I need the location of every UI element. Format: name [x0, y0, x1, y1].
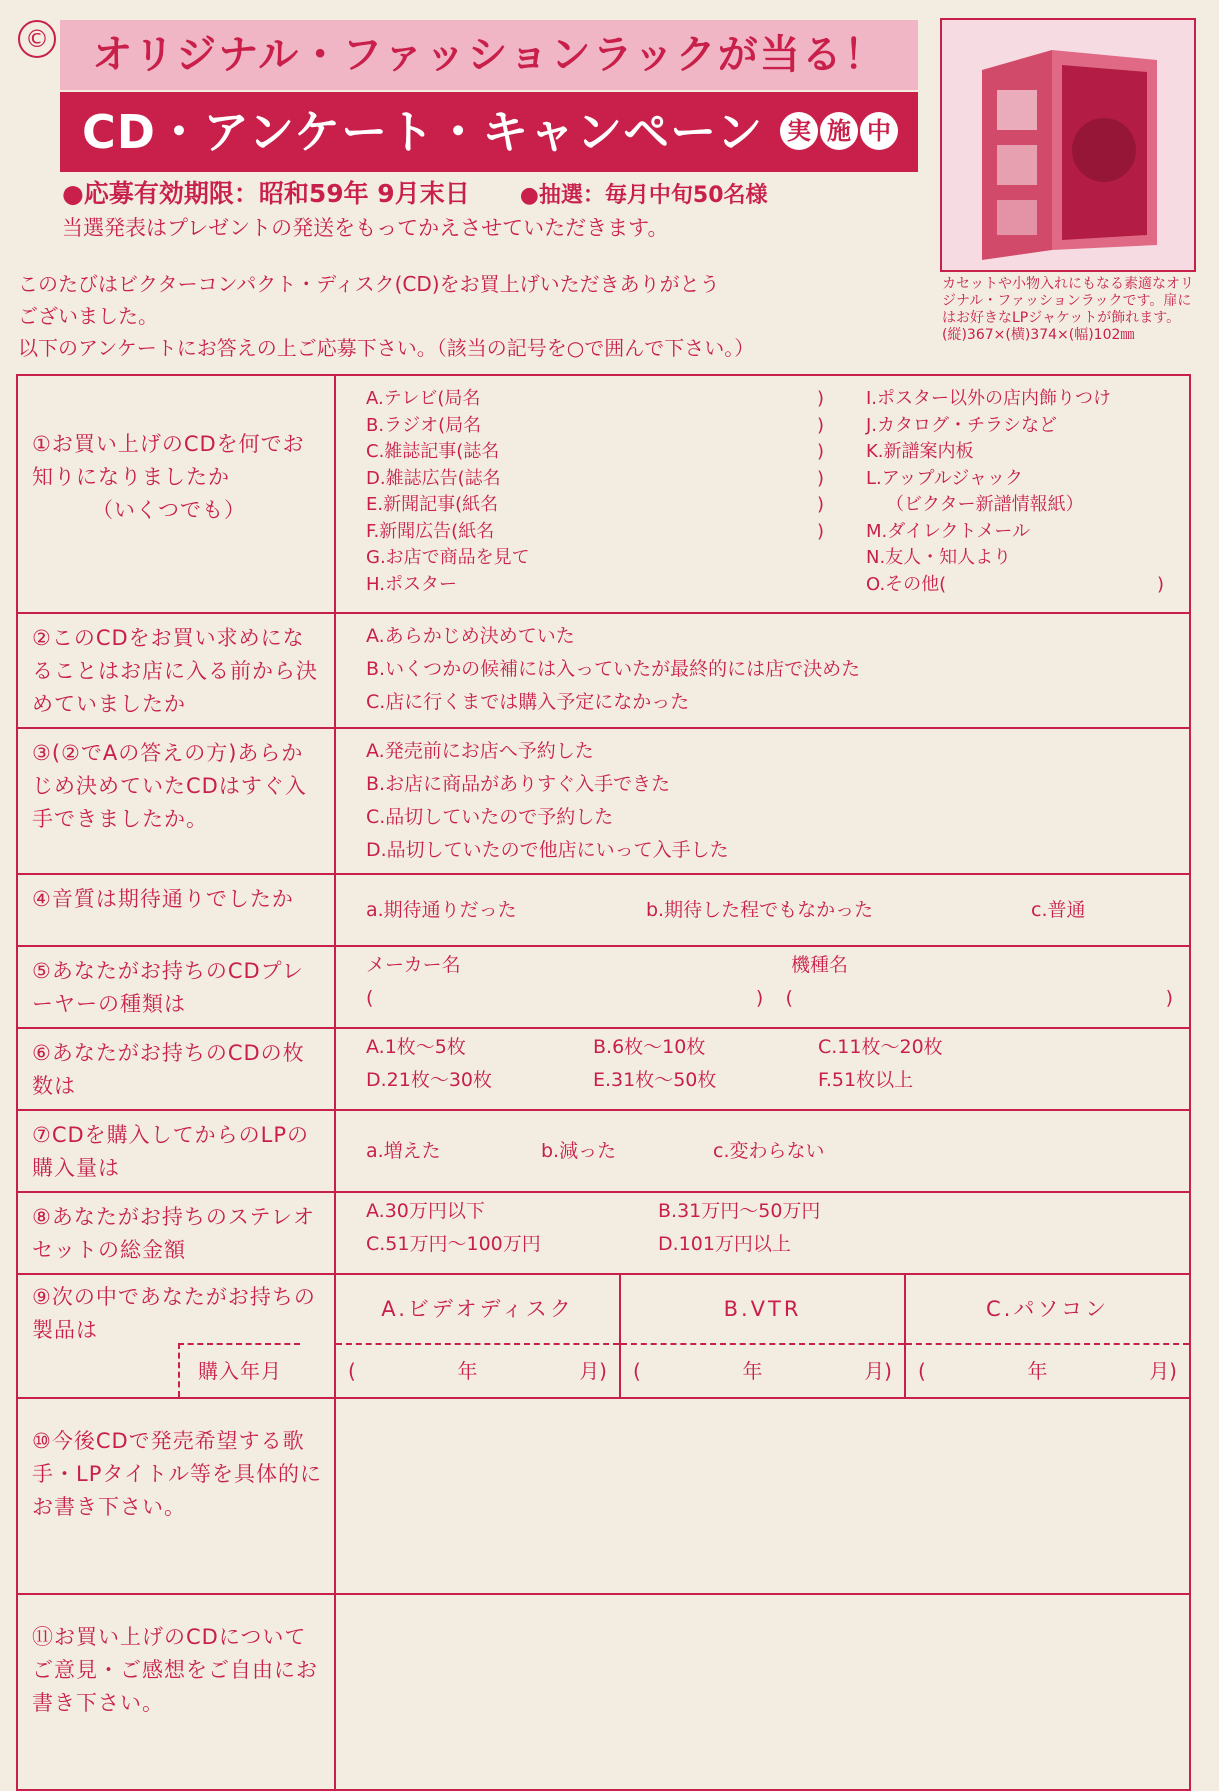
option-k[interactable]: K.新譜案内板 [866, 441, 974, 462]
product-label[interactable]: A.ビデオディスク [336, 1275, 619, 1345]
option-f[interactable]: F.51枚以上 [818, 1069, 914, 1091]
option-d[interactable]: D.雑誌広告(誌名 ) [366, 467, 825, 489]
question-label [17, 375, 335, 613]
product-column [619, 1275, 904, 1397]
option-j[interactable]: J.カタログ・チラシなど [866, 414, 1058, 436]
option-c[interactable]: C.店に行くまでは購入予定になかった [366, 691, 690, 713]
intro-line: 以下のアンケートにお答えの上ご応募下さい。（該当の記号を○で囲んで下さい。） [18, 336, 755, 360]
badge: 実 [780, 112, 818, 150]
free-text-area[interactable] [335, 1594, 1190, 1790]
photo-caption: カセットや小物入れにもなる素適なオリジナル・ファッションラックです。扉にはお好きなLPジャケットが飾れます。(縦)367×(横)374×(幅)102㎜ [942, 276, 1194, 343]
question-row-2 [17, 613, 1190, 728]
product-label[interactable]: B.VTR [621, 1275, 904, 1345]
question-row-1 [17, 375, 1190, 613]
option-m[interactable]: M.ダイレクトメール [866, 520, 1030, 542]
notice: 当選発表はプレゼントの発送をもってかえさせていただきます。 [62, 216, 669, 240]
intro-line: このたびはビクターコンパクト・ディスク(CD)をお買上げいただきありがとう [18, 272, 720, 296]
answer-cell [335, 375, 1190, 613]
option-c[interactable]: C.品切していたので予約した [366, 806, 614, 828]
option-f[interactable]: F.新聞広告(紙名 ) [366, 520, 825, 542]
option-n[interactable]: N.友人・知人より [866, 547, 1012, 568]
option-g[interactable]: G.お店で商品を見て [366, 547, 530, 568]
product-label[interactable]: C.パソコン [906, 1275, 1189, 1345]
rack-photo [940, 18, 1196, 272]
survey-table [16, 374, 1191, 1791]
product-column [904, 1275, 1189, 1397]
answer-cell [335, 1192, 1190, 1274]
maker-field[interactable]: ( [366, 987, 374, 1009]
model-field[interactable]: ( [785, 987, 793, 1009]
rack-photo-illustration [942, 20, 1194, 270]
option-b[interactable]: B.いくつかの候補には入っていたが最終的には店で決めた [366, 658, 861, 680]
question-label: ⑧あなたがお持ちのステレオセットの総金額 [17, 1192, 335, 1274]
question-label: ⑩今後CDで発売希望する歌手・LPタイトル等を具体的にお書き下さい。 [17, 1398, 335, 1594]
question-row-9 [17, 1274, 1190, 1398]
options-right [866, 386, 1173, 598]
option-b[interactable]: B.31万円～50万円 [658, 1200, 821, 1222]
option-l[interactable]: L.アップルジャック [866, 467, 1023, 489]
badges [760, 92, 920, 172]
product-column [336, 1275, 619, 1397]
purchase-date-field[interactable]: ( 年 月) [348, 1359, 607, 1383]
option-e[interactable]: E.新聞記事(紙名 ) [366, 494, 825, 515]
option-b[interactable]: b.減った [541, 1139, 617, 1162]
question-row-10 [17, 1398, 1190, 1594]
question-row-3 [17, 728, 1190, 874]
option-c[interactable]: c.普通 [1031, 898, 1086, 921]
option-a[interactable]: A.30万円以下 [366, 1200, 485, 1222]
option-b[interactable]: B.お店に商品がありすぐ入手できた [366, 773, 671, 795]
option-b[interactable]: B.ラジオ(局名 ) [366, 414, 825, 436]
option-b[interactable]: B.6枚～10枚 [593, 1036, 706, 1058]
question-text: ⑨次の中であなたがお持ちの製品は [32, 1285, 316, 1342]
badge: 中 [860, 112, 898, 150]
option-a[interactable]: A.テレビ(局名 ) [366, 388, 825, 409]
option-d[interactable]: D.21枚～30枚 [366, 1069, 493, 1091]
answer-cell [335, 1110, 1190, 1192]
option-a[interactable]: A.発売前にお店へ予約した [366, 740, 594, 762]
answer-cell [335, 874, 1190, 946]
option-c[interactable]: C.雑誌記事(誌名 ) [366, 441, 825, 462]
question-label: ⑦CDを購入してからのLPの購入量は [17, 1110, 335, 1192]
question-label: ④音質は期待通りでしたか [17, 874, 335, 946]
purchase-date-field[interactable]: ( 年 月) [918, 1359, 1177, 1383]
option-c[interactable]: c.変わらない [713, 1139, 825, 1162]
option-b[interactable]: b.期待した程でもなかった [646, 898, 874, 921]
answer-cell [335, 1028, 1190, 1110]
banner-bottom [60, 92, 918, 172]
question-row-6 [17, 1028, 1190, 1110]
question-row-7 [17, 1110, 1190, 1192]
intro-line: ございました。 [18, 304, 158, 328]
free-text-area[interactable] [335, 1398, 1190, 1594]
model-label: 機種名 [791, 954, 849, 976]
option-a[interactable]: A.あらかじめ決めていた [366, 625, 575, 647]
intro-text [18, 268, 918, 364]
answer-cell [335, 946, 1190, 1028]
question-label: ③(②でAの答えの方)あらかじめ決めていたCDはすぐ入手できましたか。 [17, 728, 335, 874]
question-row-11 [17, 1594, 1190, 1790]
deadline: ●応募有効期限：昭和59年 9月末日 [62, 179, 470, 208]
info-line [62, 174, 768, 210]
answer-cell [335, 613, 1190, 728]
copyright-mark: © [18, 20, 56, 58]
option-a[interactable]: A.1枚～5枚 [366, 1036, 466, 1058]
option-c[interactable]: C.11枚～20枚 [818, 1036, 943, 1058]
model-field-close: ) [1165, 987, 1173, 1009]
question-label: ⑤あなたがお持ちのCDプレーヤーの種類は [17, 946, 335, 1028]
option-d[interactable]: D.101万円以上 [658, 1233, 791, 1255]
banner-top: オリジナル・ファッションラックが当る！ [60, 20, 918, 90]
question-label: ②このCDをお買い求めになることはお店に入る前から決めていましたか [17, 613, 335, 728]
question-note: （いくつでも） [92, 498, 246, 522]
option-l-note: （ビクター新譜情報紙） [886, 494, 1084, 515]
question-row-8 [17, 1192, 1190, 1274]
purchase-date-field[interactable]: ( 年 月) [633, 1359, 892, 1383]
answer-cell [335, 1274, 1190, 1398]
purchase-date-label: 購入年月 [178, 1343, 300, 1397]
question-row-4 [17, 874, 1190, 946]
question-row-5 [17, 946, 1190, 1028]
question-label: ⑪お買い上げのCDについてご意見・ご感想をご自由にお書き下さい。 [17, 1594, 335, 1790]
options-left [366, 386, 866, 598]
lottery: ●抽選：毎月中旬50名様 [519, 183, 768, 208]
option-e[interactable]: E.31枚～50枚 [593, 1069, 717, 1091]
option-a[interactable]: a.期待通りだった [366, 898, 517, 921]
option-c[interactable]: C.51万円～100万円 [366, 1233, 541, 1255]
banner-title: CD・アンケート・キャンペーン [82, 105, 764, 159]
option-d[interactable]: D.品切していたので他店にいって入手した [366, 839, 729, 861]
option-a[interactable]: a.増えた [366, 1139, 441, 1162]
option-h[interactable]: H.ポスター [366, 573, 457, 595]
question-text: ①お買い上げのCDを何でお知りになりましたか [32, 432, 305, 489]
question-label: ⑥あなたがお持ちのCDの枚数は [17, 1028, 335, 1110]
maker-field-close: ) [755, 987, 764, 1009]
maker-label: メーカー名 [366, 954, 461, 976]
option-i[interactable]: I.ポスター以外の店内飾りつけ [866, 388, 1112, 409]
badge: 施 [820, 112, 858, 150]
question-label [17, 1274, 335, 1398]
answer-cell [335, 728, 1190, 874]
option-o[interactable]: O.その他( ) [866, 573, 1165, 595]
